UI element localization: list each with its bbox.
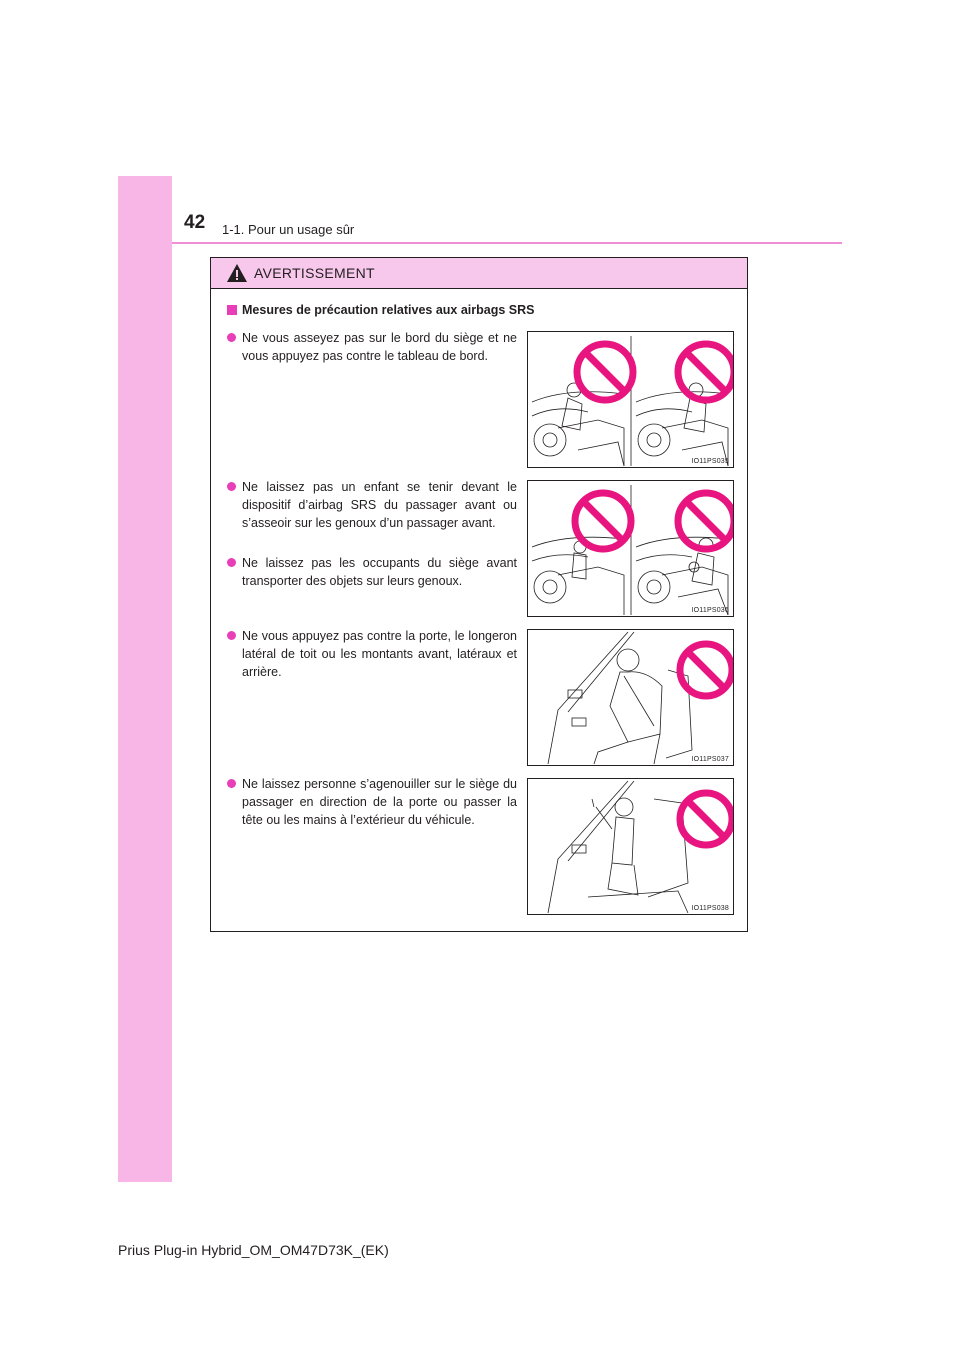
warning-item: Ne laissez personne s’agenouiller sur le siège du passager en direction de la porte ou passer la tête ou les mains à l’extérieur du véhicule. bbox=[227, 775, 517, 829]
car-interior-illustration bbox=[528, 630, 734, 766]
warning-item: Ne laissez pas un enfant se tenir devant le dispositif d’airbag SRS du passager avant ou s’asseoir sur les genoux d’un passager avant. bbox=[227, 478, 517, 532]
side-tab bbox=[118, 176, 172, 1182]
page-number: 42 bbox=[184, 212, 206, 233]
illustration-code: IO11PS035 bbox=[691, 458, 729, 465]
header-rule bbox=[172, 242, 842, 244]
warning-item: Ne vous asseyez pas sur le bord du siège et ne vous appuyez pas contre le tableau de bord. bbox=[227, 329, 517, 365]
warning-item: Ne vous appuyez pas contre la porte, le longeron latéral de toit ou les montants avant, latéraux et arrière. bbox=[227, 627, 517, 681]
illustration-kneeling-seat bbox=[527, 778, 734, 915]
illustration-leaning-dashboard bbox=[527, 331, 734, 468]
illustration-code: IO11PS037 bbox=[691, 756, 729, 763]
illustration-code: IO11PS036 bbox=[691, 607, 729, 614]
square-bullet-icon bbox=[227, 305, 237, 315]
illustration-code: IO11PS038 bbox=[691, 905, 729, 912]
illustration-child-front bbox=[527, 480, 734, 617]
bullet-icon bbox=[227, 482, 236, 491]
warning-triangle-icon bbox=[226, 263, 248, 283]
section-title: 1-1. Pour un usage sûr bbox=[222, 222, 355, 237]
warning-item: Ne laissez pas les occupants du siège avant transporter des objets sur leurs genoux. bbox=[227, 554, 517, 590]
prohibition-icon bbox=[680, 644, 732, 696]
bullet-icon bbox=[227, 631, 236, 640]
bullet-icon bbox=[227, 779, 236, 788]
car-interior-illustration bbox=[528, 779, 734, 915]
footer-document-id: Prius Plug-in Hybrid_OM_OM47D73K_(EK) bbox=[118, 1242, 389, 1258]
illustration-leaning-door bbox=[527, 629, 734, 766]
car-interior-illustration bbox=[528, 481, 734, 617]
bullet-icon bbox=[227, 558, 236, 567]
warning-box bbox=[210, 257, 748, 932]
prohibition-icon bbox=[680, 793, 732, 845]
car-interior-illustration bbox=[528, 332, 734, 468]
bullet-icon bbox=[227, 333, 236, 342]
prohibition-icon bbox=[575, 493, 734, 549]
warning-header bbox=[211, 258, 747, 289]
warning-subheading: Mesures de précaution relatives aux airbags SRS bbox=[227, 303, 534, 317]
warning-title: AVERTISSEMENT bbox=[254, 265, 375, 281]
